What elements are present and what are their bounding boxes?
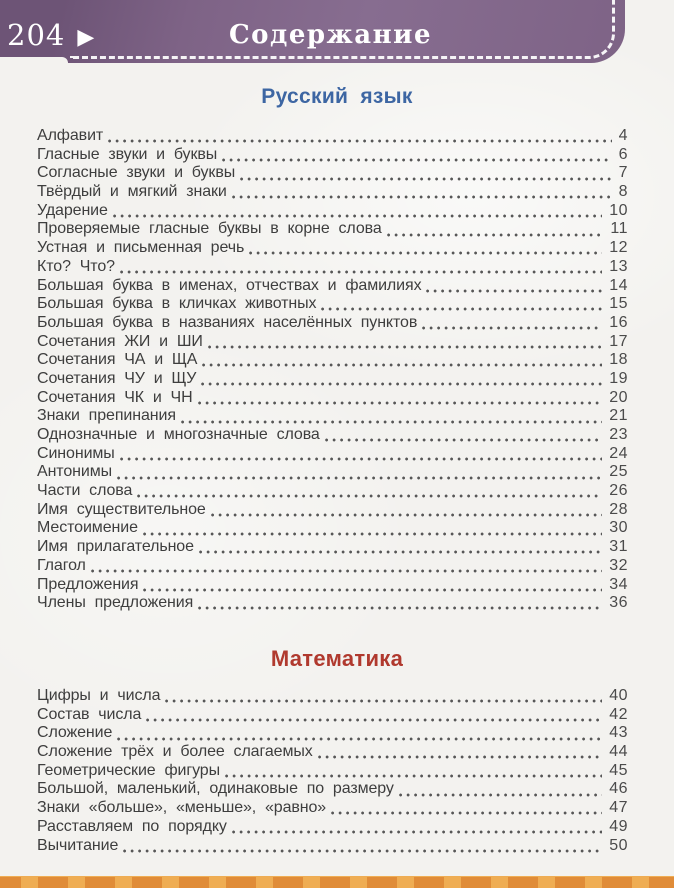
toc-entry-label: Проверяемые гласные буквы в корне слова: [37, 220, 382, 238]
dot-leader: [197, 351, 609, 370]
toc-entry: [37, 501, 628, 520]
toc-entry-page: 17: [609, 332, 628, 350]
toc-entry-label: Синонимы: [37, 444, 115, 462]
toc-entry-label: Цифры и числа: [37, 687, 161, 704]
toc-entry-label: Сочетания ЖИ и ШИ: [37, 332, 203, 350]
toc-entry-page: 21: [609, 407, 628, 425]
dot-leader: [316, 295, 609, 314]
toc-entry-label: Имя прилагательное: [37, 538, 194, 556]
dot-leader: [217, 146, 618, 165]
toc-entry: [37, 407, 628, 426]
dot-leader: [160, 687, 609, 706]
toc-entry: [37, 220, 628, 239]
page-number: 204: [7, 18, 66, 52]
toc-entry-page: 49: [609, 817, 628, 835]
toc-entry: [37, 277, 628, 296]
arrow-right-icon: ▶: [77, 23, 95, 49]
toc-entry-page: 31: [609, 538, 628, 556]
toc-entry-label: Члены предложения: [37, 594, 194, 612]
dot-leader: [138, 576, 609, 595]
dot-leader: [394, 780, 609, 799]
toc-entry-page: 18: [609, 351, 628, 369]
dot-leader: [421, 277, 609, 296]
toc-entry-label: Предложения: [37, 575, 139, 593]
toc-entry: [37, 202, 628, 221]
toc-entry-label: Глагол: [37, 556, 86, 574]
toc-entry-label: Большой, маленький, одинаковые по размеру: [37, 780, 394, 798]
toc-entry-label: Большая буква в названиях населённых пунктов: [37, 313, 418, 331]
dot-leader: [417, 314, 609, 333]
header-banner: [0, 0, 625, 63]
toc-entry: [37, 351, 628, 370]
toc-entry-label: Твёрдый и мягкий знаки: [37, 183, 227, 201]
toc-entry-label: Знаки «больше», «меньше», «равно»: [37, 799, 327, 817]
toc-entry-page: 43: [609, 724, 628, 742]
toc-entry-label: Сложение трёх и более слагаемых: [37, 743, 313, 761]
toc-entry-page: 7: [618, 164, 628, 182]
toc-entry: [37, 743, 628, 762]
dot-leader: [313, 743, 610, 762]
toc-entry-label: Согласные звуки и буквы: [37, 164, 236, 182]
toc-entry-page: 44: [609, 743, 628, 761]
toc-entry-page: 28: [609, 500, 628, 518]
dot-leader: [382, 220, 611, 239]
dot-leader: [227, 818, 609, 837]
toc-entry-label: Алфавит: [37, 127, 104, 144]
toc-entry: [37, 762, 628, 781]
toc-entry-page: 12: [609, 239, 628, 257]
toc-entry-label: Сочетания ЧК и ЧН: [37, 388, 193, 406]
banner-notch: [0, 57, 68, 63]
toc-entry-label: Состав числа: [37, 705, 142, 723]
toc-entry-label: Расставляем по порядку: [37, 817, 227, 835]
toc-entry-label: Ударение: [37, 201, 108, 219]
toc-entry-page: 20: [609, 388, 628, 406]
dot-leader: [176, 407, 609, 426]
toc-entry: [37, 295, 628, 314]
dot-leader: [244, 239, 609, 258]
section-title-russian: Русский язык: [261, 85, 413, 108]
toc-entry-label: Кто? Что?: [37, 257, 115, 275]
toc-entry-page: 4: [618, 127, 628, 144]
toc-entry: [37, 538, 628, 557]
toc-entry: [37, 445, 628, 464]
toc-entry-label: Части слова: [37, 482, 133, 500]
toc-entry-label: Гласные звуки и буквы: [37, 145, 218, 163]
toc-entry: [37, 818, 628, 837]
dot-leader: [112, 724, 609, 743]
toc-entry: [37, 164, 628, 183]
dot-leader: [320, 426, 609, 445]
toc-entry-page: 6: [618, 145, 628, 163]
toc-entry-page: 11: [610, 220, 628, 238]
toc-entry-page: 8: [618, 183, 628, 201]
toc-entry: [37, 389, 628, 408]
toc-entry-page: 40: [609, 687, 628, 704]
dot-leader: [227, 183, 619, 202]
toc-entry-label: Геометрические фигуры: [37, 761, 220, 779]
dot-leader: [220, 762, 609, 781]
toc-entry: [37, 426, 628, 445]
dot-leader: [115, 258, 609, 277]
toc-entry-label: Большая буква в именах, отчествах и фамилиях: [37, 276, 422, 294]
toc-list-math: [37, 687, 628, 855]
dot-leader: [193, 594, 609, 613]
toc-entry: [37, 837, 628, 856]
toc-entry-page: 46: [609, 780, 628, 798]
toc-list-russian: [37, 127, 628, 613]
toc-entry-page: 24: [609, 444, 628, 462]
toc-entry: [37, 127, 628, 146]
toc-entry: [37, 724, 628, 743]
toc-entry: [37, 370, 628, 389]
toc-entry-page: 15: [609, 295, 628, 313]
toc-entry-label: Сложение: [37, 724, 113, 742]
dot-leader: [138, 519, 609, 538]
toc-entry-page: 36: [609, 594, 628, 612]
toc-entry: [37, 519, 628, 538]
toc-entry: [37, 314, 628, 333]
toc-entry: [37, 576, 628, 595]
toc-entry-page: 14: [609, 276, 628, 294]
toc-entry: [37, 239, 628, 258]
toc-entry-label: Большая буква в кличках животных: [37, 295, 317, 313]
dot-leader: [118, 837, 609, 856]
dot-leader: [132, 482, 609, 501]
dot-leader: [194, 538, 609, 557]
section-title-math: Математика: [270, 646, 404, 671]
toc-entry-label: Имя существительное: [37, 500, 206, 518]
page-title: Содержание: [228, 20, 433, 50]
toc-entry: [37, 687, 628, 706]
dot-leader: [206, 501, 610, 520]
dot-leader: [108, 202, 609, 221]
toc-entry-label: Антонимы: [37, 463, 113, 481]
toc-entry-page: 16: [609, 313, 628, 331]
toc-entry-page: 23: [609, 426, 628, 443]
toc-entry: [37, 482, 628, 501]
toc-entry-page: 34: [609, 575, 628, 593]
toc-entry: [37, 146, 628, 165]
toc-entry: [37, 799, 628, 818]
toc-entry: [37, 594, 628, 613]
dot-leader: [193, 389, 610, 408]
dot-leader: [112, 463, 609, 482]
toc-entry-page: 30: [609, 519, 628, 537]
toc-entry-page: 42: [609, 705, 628, 723]
dot-leader: [235, 164, 618, 183]
toc-entry: [37, 706, 628, 725]
toc-entry-label: Однозначные и многозначные слова: [37, 426, 320, 443]
toc-entry-label: Сочетания ЧА и ЩА: [37, 351, 198, 369]
dot-leader: [326, 799, 609, 818]
toc-entry-label: Сочетания ЧУ и ЩУ: [37, 369, 197, 387]
toc-entry-page: 26: [609, 482, 628, 500]
dot-leader: [103, 127, 618, 146]
toc-entry-label: Местоимение: [37, 519, 138, 537]
toc-entry-label: Устная и письменная речь: [37, 239, 245, 257]
toc-entry: [37, 780, 628, 799]
toc-entry-page: 47: [609, 799, 628, 817]
dot-leader: [115, 445, 610, 464]
dot-leader: [141, 706, 609, 725]
toc-entry-page: 45: [609, 761, 628, 779]
toc-entry: [37, 258, 628, 277]
dot-leader: [86, 557, 609, 576]
toc-entry: [37, 463, 628, 482]
toc-entry-label: Вычитание: [37, 836, 119, 854]
toc-entry: [37, 333, 628, 352]
footer-stripe: [0, 876, 674, 888]
toc-entry-label: Знаки препинания: [37, 407, 176, 425]
toc-entry-page: 32: [609, 556, 628, 574]
toc-entry-page: 25: [609, 463, 628, 481]
toc-entry-page: 50: [609, 836, 628, 854]
dot-leader: [196, 370, 609, 389]
toc-entry: [37, 183, 628, 202]
toc-entry-page: 13: [609, 257, 628, 275]
dot-leader: [203, 333, 609, 352]
toc-entry-page: 10: [609, 201, 628, 219]
toc-entry-page: 19: [609, 369, 628, 387]
toc-entry: [37, 557, 628, 576]
